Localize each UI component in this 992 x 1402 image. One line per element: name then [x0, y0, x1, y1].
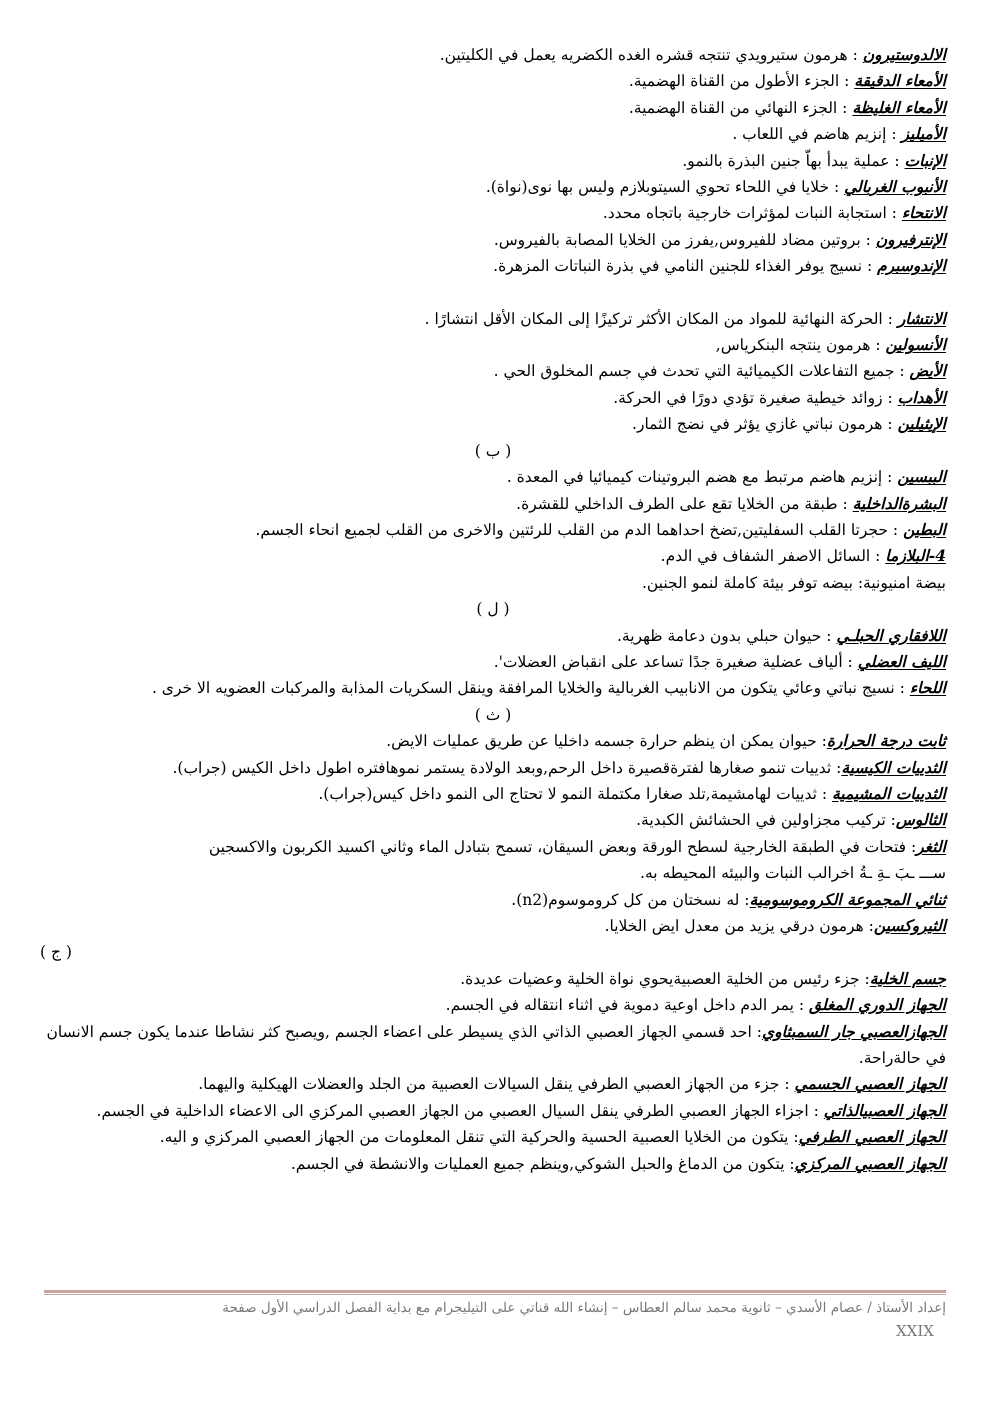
footer-divider [44, 1290, 946, 1293]
glossary-definition: : اجزاء الجهاز العصبي الطرفي ينقل السيال العصبي من الجهاز العصبي المركزي الى الاعضاء الداخلية في الجسم. [96, 1101, 824, 1120]
glossary-definition: : يتكون من الخلايا العصبية الحسية والحركية التي تنقل المعلومات من الجهاز العصبي المركزي و اليه. [159, 1128, 799, 1147]
amniotic-egg-entry: بيضة امنيونية: بيضه توفر بيئة كاملة لنمو الجنين. [641, 573, 946, 592]
glossary-entry [40, 121, 946, 147]
glossary-term: الجهاز العصبيالذاتي [823, 1100, 946, 1120]
glossary-term: الثدييات المشيمية [832, 783, 946, 803]
glossary-definition: : له نسختان من كل كروموسوم(n2). [511, 890, 750, 909]
footer-divider-thin [44, 1294, 946, 1295]
glossary-definition: : بروتين مضاد للفيروس,يفرز من الخلايا المصابة بالفيروس. [493, 230, 876, 249]
glossary-definition: : نسيج نباتي وعائي يتكون من الانابيب الغربالية والخلايا المرافقة وينقل السكريات المذابة والمركبات العضويه الا خرى . [151, 679, 910, 698]
section-header-ba: ( ب ) [474, 441, 512, 460]
glossary-group-b [40, 306, 946, 438]
glossary-entry [40, 834, 946, 860]
glossary-term: الثيروكسين [873, 916, 946, 935]
section-header-jim: ( ج ) [40, 943, 72, 962]
glossary-group-g [40, 966, 946, 1177]
glossary-entry [40, 253, 946, 279]
glossary-definition: : ثدييات لهامشيمة,تلد صغارا مكتملة النمو لا تحتاج الى النمو داخل كيس(جراب). [318, 784, 832, 803]
glossary-entry [40, 623, 946, 649]
glossary-entry [40, 385, 946, 411]
glossary-term: الأيض [909, 361, 946, 381]
glossary-entry [40, 1098, 946, 1124]
glossary-term: اللافقاري الحبلـي [836, 625, 946, 645]
glossary-entry [40, 807, 946, 833]
glossary-entry [40, 649, 946, 675]
glossary-entry [40, 411, 946, 437]
glossary-term: البشرةالداخلية [852, 493, 946, 513]
glossary-entry [40, 781, 946, 807]
glossary-definition: : هرمون نباتي غازي يؤثر في نضج الثمار. [632, 415, 898, 434]
glossary-term: الثغر [916, 836, 946, 856]
glossary-term: الثالوس [895, 810, 946, 830]
glossary-definition: : تركيب مجزاولين في الحشائش الكبدية. [636, 811, 896, 830]
glossary-term: الجهاز العصبي المركزي [794, 1153, 946, 1173]
glossary-term: البطين [903, 519, 946, 539]
glossary-definition: : هرمون ينتجه البنكرياس, [715, 336, 886, 355]
glossary-entry [40, 200, 946, 226]
glossary-page [40, 42, 946, 1177]
glossary-term: الانتحاء [901, 203, 946, 223]
glossary-entry [40, 148, 946, 174]
glossary-entry [40, 227, 946, 253]
glossary-definition: : هرمون ستيرويدي تنتجه قشره الغده الكضريه يعمل في الكليتين. [439, 46, 863, 64]
glossary-definition: : يمر الدم داخل اوعية دموية في اثناء انتقاله في الجسم. [445, 996, 810, 1015]
glossary-group-d [40, 623, 946, 702]
glossary-term: اللحاء [909, 678, 946, 698]
glossary-entry [40, 306, 946, 332]
glossary-group-e [40, 728, 946, 860]
glossary-definition: : يتكون من الدماغ والحبل الشوكي,وينظم جميع العمليات والانشطة في الجسم. [290, 1154, 795, 1173]
glossary-entry [40, 464, 946, 490]
glossary-term: الثدييات الكيسية [841, 757, 946, 777]
glossary-term: الإنترفيرون [875, 229, 946, 249]
glossary-group-c [40, 464, 946, 570]
glossary-term: 4-البلازما [885, 546, 946, 566]
glossary-definition: : عملية يبدأ بهاّ جنين البذرة بالنمو. [682, 151, 905, 170]
spacer [40, 280, 946, 306]
glossary-entry [40, 543, 946, 569]
glossary-term: الجهاز العصبي الطرفي [798, 1127, 946, 1147]
glossary-entry [40, 491, 946, 517]
glossary-definition: : حيوان حبلي بدون دعامة ظهرية. [616, 626, 837, 645]
glossary-entry [40, 913, 946, 939]
glossary-definition: : حجرتا القلب السفليتين,تضخ احداهما الدم من القلب للرئتين والاخرى من القلب لجميع انحاء الجسم. [255, 520, 904, 539]
section-header-tha: ( ث ) [474, 705, 512, 724]
glossary-entry [40, 517, 946, 543]
glossary-entry [40, 358, 946, 384]
glossary-term: الالدوستيرون [862, 45, 946, 64]
glossary-definition: : ثدييات تنمو صغارها لفترةقصيرة داخل الرحم,وبعد الولادة يستمر نموهافتره اطول داخل الكيس (جراب). [172, 758, 842, 777]
glossary-term: الببسين [897, 467, 946, 487]
glossary-definition: : نسيج يوفر الغذاء للجنين النامي في بذرة النباتات المزهرة. [493, 257, 878, 276]
glossary-term: الجهاز الدوري المغلق [809, 995, 946, 1015]
page-footer: إعداد الأستاذ / عصام الأسدي – ثانوية محمد سالم العطاس – إنشاء الله قناتي على التيليجرام مع بداية الفصل الدراسي الأول صفحة [222, 1300, 946, 1316]
glossary-group-a [40, 42, 946, 280]
glossary-definition: : ألياف عضلية صغيرة جدًا تساعد على انقباض العضلات'. [493, 652, 858, 671]
glossary-term: الجهازالعصبي جار السمبثاوي [761, 1021, 946, 1041]
glossary-definition: : جزء رئيس من الخلية العصبيةيحوي نواة الخلية وعضيات عديدة. [460, 969, 870, 988]
glossary-definition: : جميع التفاعلات الكيميائية التي تحدث في جسم المخلوق الحي . [493, 362, 910, 381]
glossary-entry [40, 755, 946, 781]
glossary-term: الإيثيلين [897, 414, 946, 434]
glossary-entry [40, 1124, 946, 1150]
glossary-entry [40, 68, 946, 94]
glossary-definition: : جزء من الجهاز العصبي الطرفي ينقل السيالات العصبية من الجلد والعضلات الهيكلية واليهما. [198, 1075, 795, 1094]
glossary-definition: : إنزيم هاضم في اللعاب . [732, 125, 902, 144]
glossary-term: ثابت درجة الحرارة [826, 731, 946, 751]
glossary-entry [40, 887, 946, 913]
glossary-term: الجهاز العصبي الجسمي [794, 1074, 946, 1094]
glossary-term: الأمعاء الغليظة [852, 97, 946, 117]
glossary-definition: : حيوان يمكن ان ينظم حرارة جسمه داخليا عن طريق عمليات الايض. [386, 732, 827, 751]
glossary-definition: : الجزء النهائي من القناة الهضمية. [628, 98, 853, 117]
glossary-definition: : السائل الاصفر الشفاف في الدم. [660, 547, 886, 566]
glossary-term: الانتشار [897, 308, 946, 328]
section-header-lam: ( ل ) [476, 600, 510, 619]
glossary-entry [40, 174, 946, 200]
glossary-term: الأنسولين [885, 335, 946, 355]
stomata-continuation: ســـ ـبَ ـةِ ـةُ اخرالب النبات والبيئه المحيطه به. [640, 864, 946, 883]
glossary-definition: : خلايا في اللحاء تحوي السيتوبلازم وليس بها نوى(نواة). [485, 178, 845, 197]
glossary-entry [40, 332, 946, 358]
glossary-term: الأميليز [901, 124, 946, 144]
glossary-term: الليف العضلي [857, 651, 946, 671]
glossary-term: الأنبوب الغربالي [844, 177, 946, 197]
page-number: XXIX [896, 1322, 934, 1340]
glossary-entry [40, 1071, 946, 1097]
glossary-definition: : استجابة النبات لمؤثرات خارجية باتجاه محدد. [602, 204, 902, 223]
glossary-definition: : هرمون درقي يزيد من معدل ايض الخلايا. [604, 917, 874, 935]
glossary-entry [40, 1019, 946, 1072]
glossary-entry [40, 966, 946, 992]
glossary-term: الأمعاء الدقيقة [854, 71, 946, 91]
glossary-term: ثنائي المجموعة الكروموسومية [749, 889, 946, 909]
glossary-entry [40, 675, 946, 701]
glossary-definition: : الجزء الأطول من القناة الهضمية. [628, 72, 855, 91]
glossary-entry [40, 42, 946, 68]
glossary-entry [40, 992, 946, 1018]
glossary-term: جسم الخلية [869, 968, 946, 988]
glossary-group-f [40, 887, 946, 940]
glossary-definition: : فتحات في الطبقة الخارجية لسطح الورقة وبعض السيقان، تسمح بتبادل الماء وثاني اكسيد الكربون والاكسجين [208, 837, 917, 856]
glossary-entry [40, 95, 946, 121]
glossary-entry [40, 728, 946, 754]
glossary-term: الإندوسبرم [877, 256, 946, 276]
glossary-definition: : إنزيم هاضم مرتبط مع هضم البروتينات كيميائيا في المعدة . [506, 468, 898, 487]
glossary-term: الأهداب [897, 387, 946, 407]
glossary-term: الإنبات [904, 150, 946, 170]
glossary-definition: : الحركة النهائية للمواد من المكان الأكثر تركيزًا إلى المكان الأقل انتشارًا . [424, 309, 898, 328]
glossary-definition: : احد قسمي الجهاز العصبي الذاتي الذي يسيطر على اعضاء الجسم ,ويصبح كثر نشاطا عندما يكون جسم الانسان في حالةراحة. [46, 1022, 946, 1068]
glossary-entry [40, 1151, 946, 1177]
glossary-definition: : طبقة من الخلايا تقع على الطرف الداخلي للقشرة. [516, 494, 853, 513]
glossary-definition: : زوائد خيطية صغيرة تؤدي دورًا في الحركة. [613, 388, 898, 407]
